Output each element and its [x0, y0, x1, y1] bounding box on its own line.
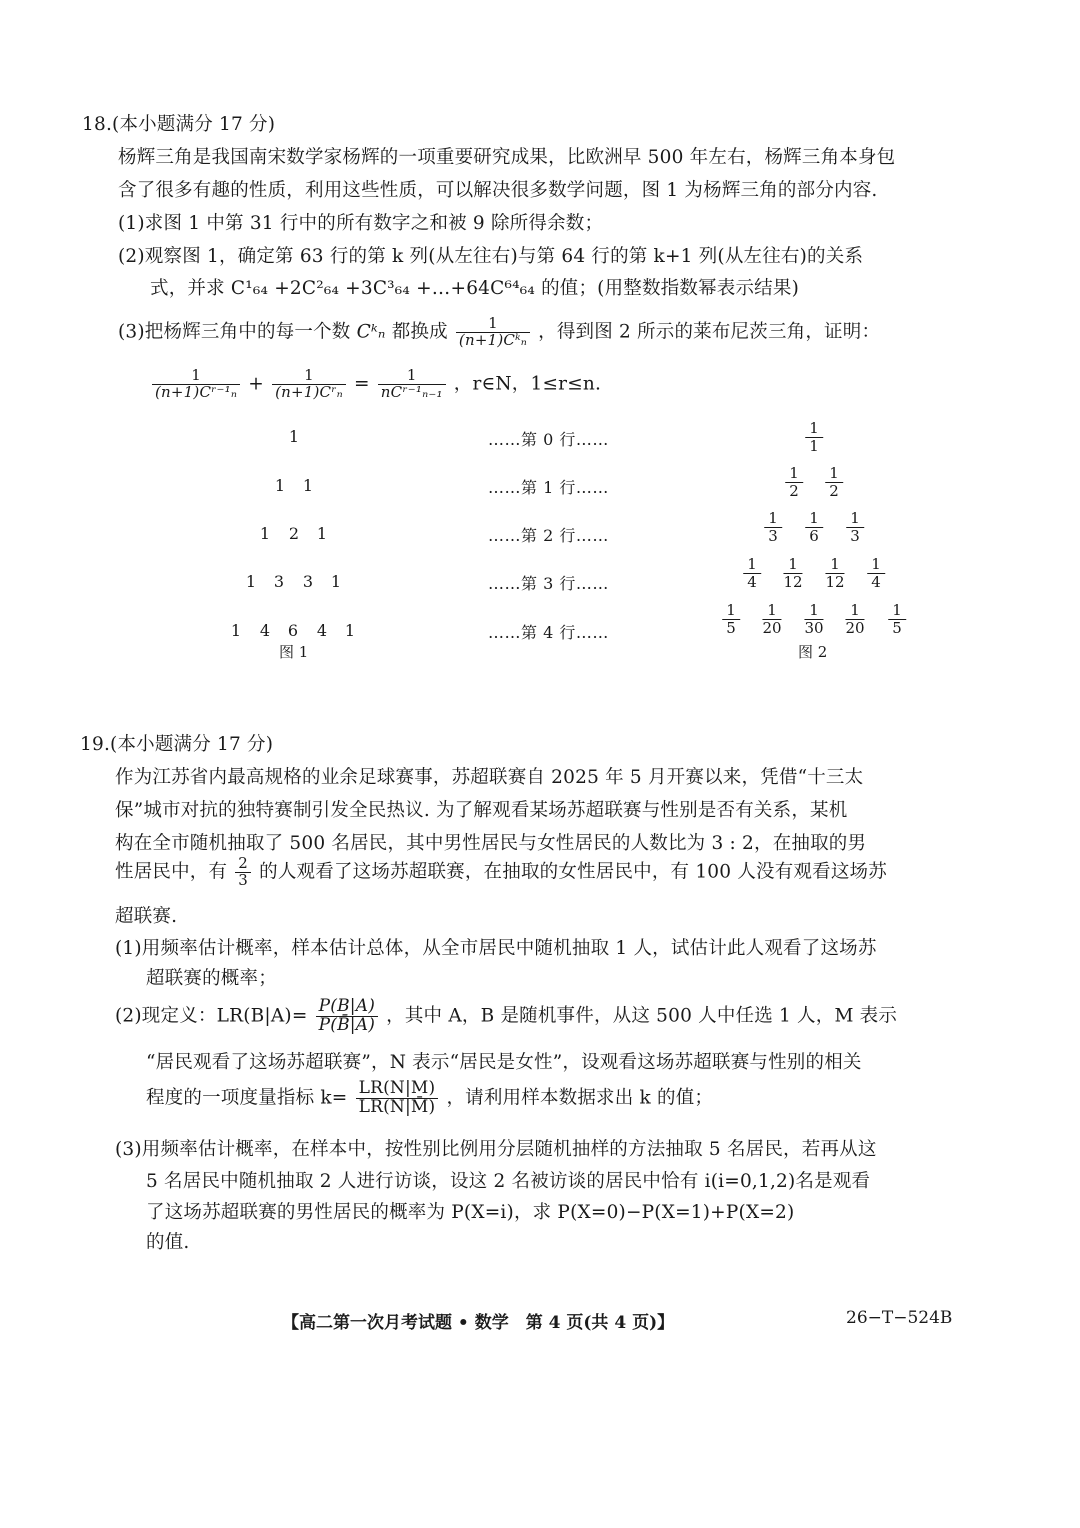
q19-intro-line1: 作为江苏省内最高规格的业余足球赛事，苏超联赛自 2025 年 5 月开赛以来，凭借“十三太 — [115, 767, 864, 788]
fraction-denominator: (n+1)Cʳₙ — [275, 382, 343, 401]
triangle-entry: 2 — [288, 524, 300, 543]
footer-code: 26−T−524B — [846, 1308, 953, 1328]
leibniz-fraction — [888, 602, 906, 636]
q19-part2-suffix: ，其中 A，B 是随机事件，从这 500 人中任选 1 人，M 表示 — [386, 1005, 898, 1027]
leibniz-fraction — [785, 465, 803, 499]
triangle-entry: 3 — [273, 572, 285, 591]
row-label: ……第 1 行…… — [488, 478, 609, 497]
fraction-numerator: 1 — [762, 602, 781, 620]
fraction-numerator: 1 — [785, 465, 803, 483]
triangle-entry: 3 — [302, 572, 314, 591]
q19-part2-k-prefix: 程度的一项度量指标 k= — [146, 1087, 348, 1109]
fraction-denominator: 6 — [809, 526, 819, 545]
q18-part2-expression: C¹₆₄ +2C²₆₄ +3C³₆₄ +…+64C⁶⁴₆₄ — [230, 278, 535, 299]
fraction-denominator: 4 — [871, 572, 881, 591]
fraction-numerator: 1 — [825, 556, 844, 574]
q19-line4-prefix: 性居民中，有 — [115, 861, 228, 883]
equals-sign: = — [354, 373, 370, 395]
triangle-entry: 1 — [274, 476, 286, 495]
leibniz-fraction — [845, 602, 864, 636]
fraction-denominator: 3 — [850, 526, 860, 545]
fraction-numerator: 1 — [378, 368, 446, 385]
leibniz-fraction — [825, 465, 843, 499]
q19-intro-line2: 保”城市对抗的独特赛制引发全民热议. 为了解观看某场苏超联赛与性别是否有关系，某机 — [115, 800, 848, 821]
figure-1-caption: 图 1 — [279, 643, 309, 661]
fraction-denominator: 5 — [892, 618, 902, 637]
fraction-denominator: nCʳ⁻¹ₙ₋₁ — [380, 382, 443, 401]
leibniz-fraction — [762, 602, 781, 636]
triangle-entry: 1 — [230, 621, 242, 640]
fraction-numerator: 1 — [805, 510, 823, 528]
two-thirds-fraction — [235, 856, 251, 889]
triangle-entry: 4 — [316, 621, 328, 640]
row-label: ……第 3 行…… — [488, 574, 609, 593]
q18-part3-fraction — [456, 316, 530, 349]
fraction-denominator: 12 — [783, 572, 803, 591]
q19-line4-suffix: 的人观看了这场苏超联赛，在抽取的女性居民中，有 100 人没有观看这场苏 — [259, 861, 887, 883]
fraction-denominator: 2 — [829, 481, 839, 500]
q19-part1-line1: (1)用频率估计概率，样本估计总体，从全市居民中随机抽取 1 人，试估计此人观看了这场苏 — [115, 938, 877, 959]
q18-part1: (1)求图 1 中第 31 行中的所有数字之和被 9 除所得余数； — [118, 213, 604, 234]
fraction-denominator: 12 — [825, 572, 845, 591]
triangle-entry: 4 — [259, 621, 271, 640]
fraction-numerator: P(B|A) — [316, 998, 378, 1017]
fraction-denominator: (n+1)Cʳ⁻¹ₙ — [155, 382, 238, 401]
q18-part2-suffix: 的值；(用整数指数幂表示结果) — [541, 278, 799, 299]
fraction-denominator: 30 — [804, 618, 824, 637]
q18-intro-line1: 杨辉三角是我国南宋数学家杨辉的一项重要研究成果，比欧洲早 500 年左右，杨辉三角本身包 — [118, 147, 896, 168]
leibniz-fraction — [805, 420, 823, 454]
proof-fraction-2 — [272, 368, 346, 401]
plus-sign: + — [248, 373, 264, 395]
fraction-denominator: 20 — [762, 618, 782, 637]
fraction-numerator: 1 — [805, 420, 823, 438]
leibniz-fraction — [743, 556, 761, 590]
q18-part3-mid: 都换成 — [391, 321, 448, 343]
leibniz-fraction — [867, 556, 885, 590]
q19-part3-line1: (3)用频率估计概率，在样本中，按性别比例用分层随机抽样的方法抽取 5 名居民，若再从这 — [115, 1139, 877, 1160]
fraction-denominator: LR(N|M̄) — [358, 1096, 436, 1117]
fraction-numerator: 2 — [235, 856, 251, 873]
triangle-entry: 1 — [316, 524, 328, 543]
fraction-denominator: 3 — [238, 870, 249, 889]
fraction-denominator: 20 — [845, 618, 865, 637]
q19-part3-line4: 的值. — [146, 1232, 190, 1253]
q19-part1-line2: 超联赛的概率； — [146, 968, 277, 989]
q18-header: 18.(本小题满分 17 分) — [82, 114, 276, 135]
q18-part3-line1 — [118, 316, 880, 349]
q19-part2-line1 — [115, 998, 897, 1035]
leibniz-fraction — [722, 602, 740, 636]
q19-part2-line2: “居民观看了这场苏超联赛”，N 表示“居民是女性”，设观看这场苏超联赛与性别的相关 — [146, 1052, 862, 1073]
fraction-denominator: 2 — [789, 481, 799, 500]
proof-fraction-3 — [378, 368, 446, 401]
figure-2-caption: 图 2 — [798, 643, 828, 661]
fraction-denominator: P(B̄|A) — [318, 1014, 376, 1035]
fraction-numerator: 1 — [888, 602, 906, 620]
triangle-entry: 1 — [330, 572, 342, 591]
triangle-entry: 1 — [288, 427, 300, 446]
leibniz-fraction — [846, 510, 864, 544]
k-ratio-fraction — [356, 1080, 439, 1117]
fraction-denominator: 1 — [809, 436, 819, 455]
fraction-numerator: 1 — [783, 556, 802, 574]
q18-proof-formula — [150, 368, 601, 401]
leibniz-fraction — [783, 556, 802, 590]
fraction-numerator: 1 — [804, 602, 823, 620]
fraction-numerator: 1 — [272, 368, 346, 385]
proof-fraction-1 — [152, 368, 240, 401]
q18-part2-line1: (2)观察图 1，确定第 63 行的第 k 列(从左往右)与第 64 行的第 k+1 列(从左往右)的关系 — [118, 246, 864, 267]
leibniz-fraction — [764, 510, 782, 544]
leibniz-fraction — [805, 510, 823, 544]
leibniz-fraction — [804, 602, 823, 636]
q19-part3-line3: 了这场苏超联赛的男性居民的概率为 P(X=i)，求 P(X=0)−P(X=1)+P(X=2) — [146, 1202, 795, 1223]
triangle-entry: 1 — [245, 572, 257, 591]
triangle-entry: 1 — [302, 476, 314, 495]
fraction-numerator: 1 — [825, 465, 843, 483]
q19-header: 19.(本小题满分 17 分) — [80, 734, 274, 755]
triangle-entry: 1 — [344, 621, 356, 640]
fraction-denominator: 3 — [768, 526, 778, 545]
row-label: ……第 4 行…… — [488, 623, 609, 642]
triangle-entry: 6 — [287, 621, 299, 640]
q19-part2-prefix: (2)现定义：LR(B|A)= — [115, 1005, 308, 1027]
fraction-numerator: LR(N|M) — [356, 1080, 439, 1099]
fraction-denominator: 5 — [726, 618, 736, 637]
leibniz-fraction — [825, 556, 844, 590]
q18-intro-line2: 含了很多有趣的性质，利用这些性质，可以解决很多数学问题，图 1 为杨辉三角的部分内容. — [118, 180, 878, 201]
q19-part2-k-suffix: ，请利用样本数据求出 k 的值； — [446, 1087, 714, 1109]
q18-part3-prefix: (3)把杨辉三角中的每一个数 — [118, 321, 351, 343]
fraction-numerator: 1 — [456, 316, 530, 333]
fraction-numerator: 1 — [743, 556, 761, 574]
fraction-denominator: (n+1)Cᵏₙ — [458, 330, 528, 349]
fraction-numerator: 1 — [845, 602, 864, 620]
q19-intro-line5: 超联赛. — [115, 906, 178, 927]
row-label: ……第 2 行…… — [488, 526, 609, 545]
q18-part2-prefix: 式，并求 — [150, 278, 225, 299]
q18-part3-suffix: ，得到图 2 所示的莱布尼茨三角，证明： — [538, 321, 881, 343]
q18-part2-line2 — [150, 274, 799, 300]
row-label: ……第 0 行…… — [488, 430, 609, 449]
fraction-numerator: 1 — [846, 510, 864, 528]
q19-part3-line2: 5 名居民中随机抽取 2 人进行访谈，设这 2 名被访谈的居民中恰有 i(i=0,1,2)名是观看 — [146, 1171, 871, 1192]
q19-intro-line4 — [115, 856, 887, 889]
fraction-numerator: 1 — [722, 602, 740, 620]
proof-condition: ，r∈N，1≤r≤n. — [453, 373, 602, 395]
footer-title: 【高二第一次月考试题 • 数学 第 4 页(共 4 页)】 — [282, 1313, 675, 1333]
fraction-numerator: 1 — [152, 368, 240, 385]
q19-part2-line3 — [146, 1080, 713, 1117]
fraction-denominator: 4 — [747, 572, 757, 591]
q19-intro-line3: 构在全市随机抽取了 500 名居民，其中男性居民与女性居民的人数比为 3 : 2，在抽取的男 — [115, 833, 867, 854]
lr-definition-fraction — [316, 998, 378, 1035]
fraction-numerator: 1 — [764, 510, 782, 528]
q18-part3-binomial: Cᵏₙ — [356, 321, 386, 343]
triangle-entry: 1 — [259, 524, 271, 543]
fraction-numerator: 1 — [867, 556, 885, 574]
